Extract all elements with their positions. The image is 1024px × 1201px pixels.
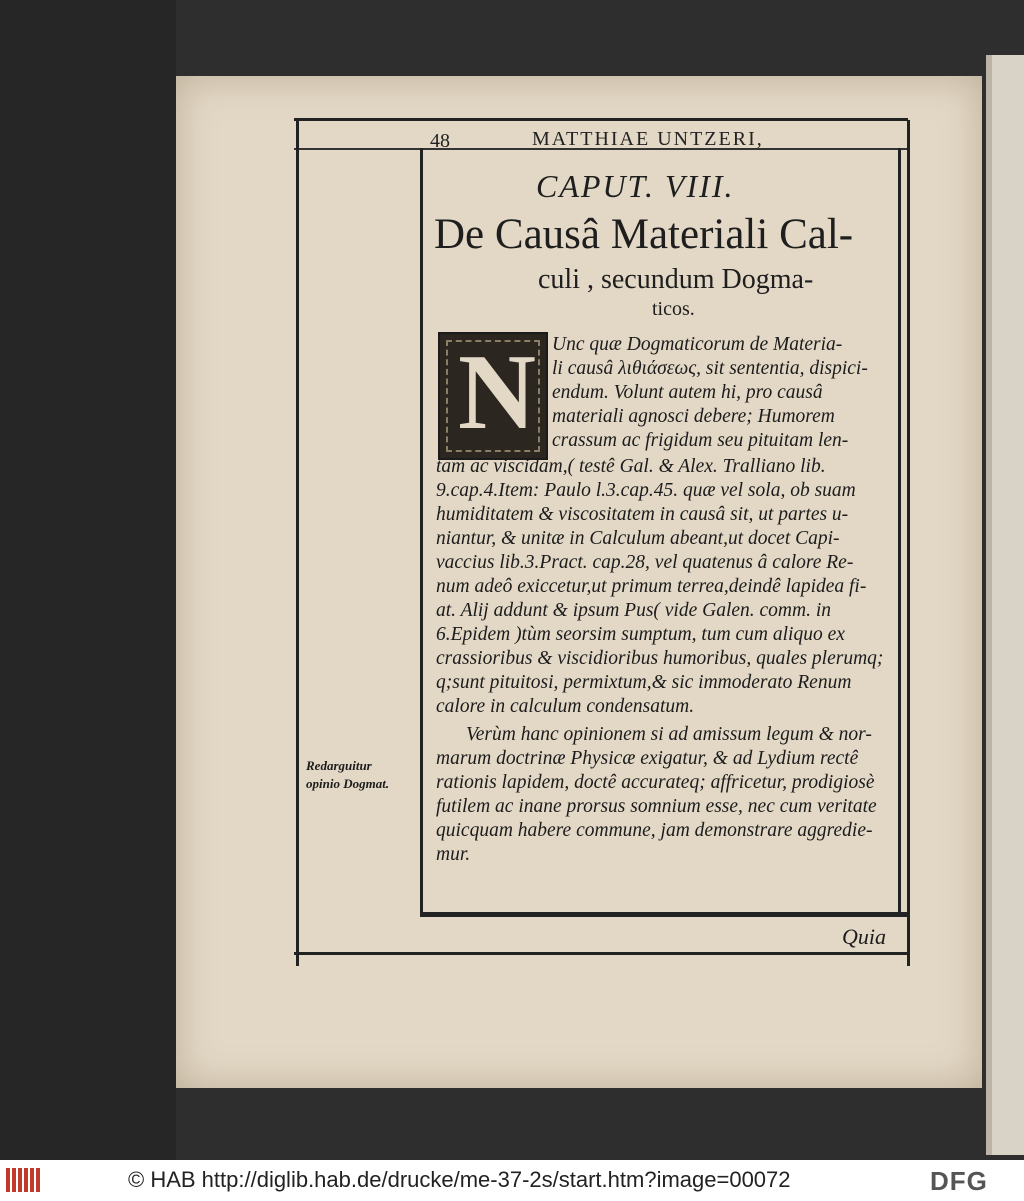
- adjacent-page-edge: [986, 55, 1024, 1155]
- source-credit-link[interactable]: © HAB http://diglib.hab.de/drucke/me-37-2s/start.htm?image=00072: [128, 1167, 791, 1192]
- body-line: 6.Epidem )tùm seorsim sumptum, tum cum aliquo ex: [436, 624, 845, 645]
- body-line: endum. Volunt autem hi, pro causâ: [552, 382, 823, 403]
- marginal-note-line-1: Redarguitur: [306, 758, 372, 773]
- body-line: 9.cap.4.Item: Paulo l.3.cap.45. quæ vel sola, ob suam: [436, 480, 856, 501]
- body-line: tam ac viscidam,( testê Gal. & Alex. Tralliano lib.: [436, 456, 826, 477]
- initial-letter: N: [458, 333, 536, 452]
- body-line: Unc quæ Dogmaticorum de Materia-: [552, 334, 843, 355]
- text-block-bottom-rule: [420, 912, 908, 917]
- dfg-logo: DFG: [930, 1166, 988, 1196]
- body-line: crassum ac frigidum seu pituitam len-: [552, 430, 849, 451]
- chapter-title-line-3: ticos.: [652, 298, 695, 320]
- body-line: num adeô exiccetur,ut primum terrea,deindê lapidea fi-: [436, 576, 867, 597]
- body-line: futilem ac inane prorsus somnium esse, nec cum veritate: [436, 796, 877, 817]
- library-logo-icon: [6, 1168, 46, 1192]
- body-line: Verùm hanc opinionem si ad amissum legum & nor-: [466, 724, 872, 745]
- page-edge-shadow: [986, 55, 992, 1155]
- ornamental-initial: [438, 332, 548, 460]
- body-line: humiditatem & viscositatem in causâ sit, ut partes u-: [436, 504, 849, 525]
- body-line: marum doctrinæ Physicæ exigatur, & ad Lydium rectê: [436, 748, 859, 769]
- body-line: crassioribus & viscidioribus humoribus, quales plerumq;: [436, 648, 884, 669]
- inner-frame-left: [420, 148, 423, 916]
- running-head: MATTHIAE UNTZERI,: [532, 128, 764, 150]
- inner-frame-right: [898, 148, 901, 916]
- viewer-footer: [0, 1160, 1024, 1201]
- body-line: calore in calculum condensatum.: [436, 696, 695, 717]
- body-line: at. Alij addunt & ipsum Pus( vide Galen. comm. in: [436, 600, 832, 621]
- body-line: li causâ λιθιάσεως, sit sententia, dispici-: [552, 358, 868, 379]
- body-line: mur.: [436, 844, 471, 865]
- bottom-rule: [294, 952, 908, 955]
- body-line: niantur, & unitæ in Calculum abeant,ut docet Capi-: [436, 528, 840, 549]
- body-line: vaccius lib.3.Pract. cap.28, vel quatenus â calore Re-: [436, 552, 854, 573]
- chapter-title-line-2: culi , secundum Dogma-: [538, 264, 814, 295]
- body-line: materiali agnosci debere; Humorem: [552, 406, 835, 427]
- chapter-number: CAPUT. VIII.: [536, 168, 735, 204]
- book-page: [176, 76, 982, 1088]
- chapter-title-line-1: De Causâ Materiali Cal-: [434, 211, 854, 258]
- marginal-note-line-2: opinio Dogmat.: [306, 776, 390, 791]
- body-line: rationis lapidem, doctê accurateq; affricetur, prodigiosè: [436, 772, 875, 793]
- left-dark-margin: [0, 0, 176, 1160]
- body-line: q;sunt pituitosi, permixtum,& sic immoderato Renum: [436, 672, 852, 693]
- body-line: quicquam habere commune, jam demonstrare aggredie-: [436, 820, 873, 841]
- page-number: 48: [430, 130, 450, 152]
- catchword: Quia: [842, 924, 886, 949]
